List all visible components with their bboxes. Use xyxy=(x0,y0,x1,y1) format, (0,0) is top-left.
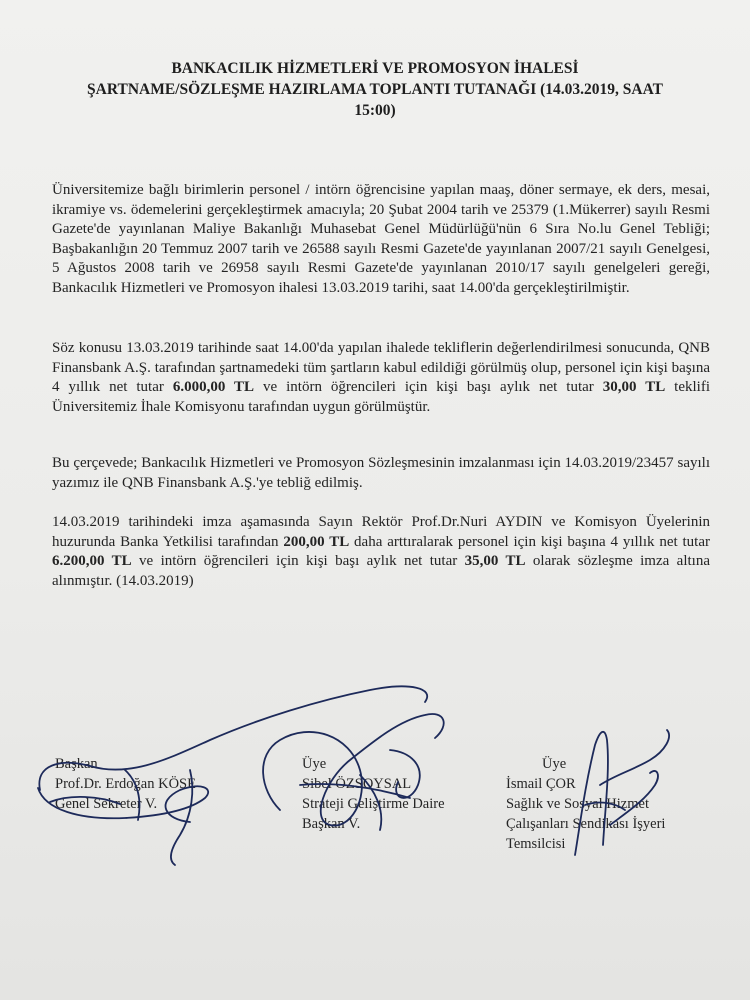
signatory-uye-2 xyxy=(506,754,665,854)
signatory-baskan xyxy=(55,754,196,814)
signatory-title: Strateji Geliştirme Daire xyxy=(302,796,445,812)
title-line-2: ŞARTNAME/SÖZLEŞME HAZIRLAMA TOPLANTI TUTANAĞI (14.03.2019, SAAT xyxy=(87,81,663,98)
title-line-1: BANKACILIK HİZMETLERİ VE PROMOSYON İHALESİ xyxy=(171,60,579,77)
paragraph-4-text-2: daha arttıralarak personel için kişi başına 4 yıllık net tutar xyxy=(349,533,710,550)
signatory-title: Temsilcisi xyxy=(506,836,566,852)
paragraph-2 xyxy=(52,339,710,417)
paragraph-2-text-3: teklifi Üniversitemiz İhale Komisyonu tarafından uygun görülmüştür. xyxy=(52,379,710,415)
signatory-name: İsmail ÇOR xyxy=(506,776,576,792)
final-intorn-amount: 35,00 TL xyxy=(464,553,526,569)
document-title xyxy=(40,58,710,121)
paragraph-4 xyxy=(52,513,710,591)
signatory-title: Sağlık ve Sosyal Hizmet xyxy=(506,796,649,812)
signatory-name: Prof.Dr. Erdoğan KÖSE xyxy=(55,776,196,792)
signatory-role: Üye xyxy=(542,756,567,772)
signatory-title: Çalışanları Sendikası İşyeri xyxy=(506,816,666,832)
paragraph-2-text-1: Söz konusu 13.03.2019 tarihinde saat 14.00'da yapılan ihalede tekliflerin değerlendirilmesi sonucunda, QNB Finansbank A.Ş. tarafından şartnamedeki tüm şartların kabul edildiği görülmüş olup, personel için kişi başına 4 yıllık net tutar xyxy=(52,340,710,395)
title-line-3: 15:00) xyxy=(354,102,396,119)
signatory-uye-1 xyxy=(302,754,445,834)
paragraph-2-text-2: ve intörn öğrencileri için kişi başı aylık net tutar xyxy=(254,379,603,395)
final-personel-amount: 6.200,00 TL xyxy=(52,553,132,569)
paragraph-4-text-4: olarak sözleşme imza altına alınmıştır. (14.03.2019) xyxy=(52,553,710,589)
increase-amount: 200,00 TL xyxy=(283,533,350,550)
paragraph-3: Bu çerçevede; Bankacılık Hizmetleri ve Promosyon Sözleşmesinin imzalanması için 14.03.2019/23457 sayılı yazımız ile QNB Finansbank A.Ş.'ye tebliğ edilmiş. xyxy=(52,455,710,491)
signatory-name: Sibel ÖZSOYSAL xyxy=(302,776,412,792)
signatory-title: Başkan V. xyxy=(302,816,361,832)
paragraph-1: Üniversitemize bağlı birimlerin personel / intörn öğrencisine yapılan maaş, döner sermaye, ek ders, mesai, ikramiye vs. ödemelerini gerçekleştirmek amacıyla; 20 Şubat 2004 tarih ve 25379 (1.Mükerrer) sayılı Resmi Gazete'de yayınlanan Maliye Bakanlığı Muhasebat Genel Müdürlüğü'nün 6 Sıra No.lu Genel Tebliği; Başbakanlığın 20 Temmuz 2007 tarih ve 26588 sayılı Resmi Gazete'de yayınlanan 2007/21 sayılı Genelgesi, 5 Ağustos 2008 tarih ve 26958 sayılı Resmi Gazete'de yayınlanan 2010/17 sayılı genelgeleri gereği, Bankacılık Hizmetleri ve Promosyon ihalesi 13.03.2019 tarihi, saat 14.00'da gerçekleştirilmiştir. xyxy=(52,182,710,296)
intorn-amount: 30,00 TL xyxy=(602,379,666,395)
signatory-role: Üye xyxy=(302,756,327,772)
personel-amount: 6.000,00 TL xyxy=(172,379,255,395)
signatory-title: Genel Sekreter V. xyxy=(55,796,158,812)
signatory-role: Başkan xyxy=(55,756,98,772)
paragraph-4-text-3: ve intörn öğrencileri için kişi başı aylık net tutar xyxy=(131,553,465,569)
paragraph-4-text-1: 14.03.2019 tarihindeki imza aşamasında Sayın Rektör Prof.Dr.Nuri AYDIN ve Komisyon Üyelerinin huzurunda Banka Yetkilisi tarafından xyxy=(52,514,710,550)
